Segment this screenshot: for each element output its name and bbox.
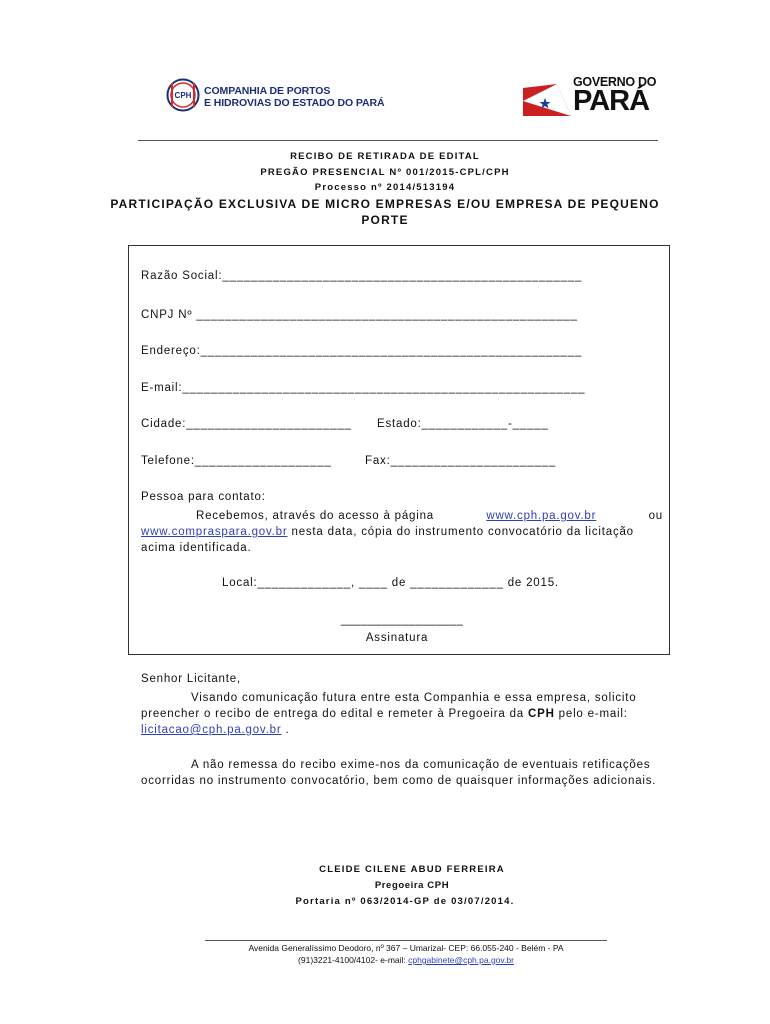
main-title-line1: PARTICIPAÇÃO EXCLUSIVA DE MICRO EMPRESAS E/OU EMPRESA DE PEQUENO [110, 197, 660, 211]
cnpj-field[interactable]: CNPJ Nº _____________________________________________________ [141, 309, 578, 321]
footer-email-link[interactable]: cphgabinete@cph.pa.gov.br [408, 955, 514, 965]
main-title [0, 196, 770, 228]
doc-title-processo: Processo nº 2014/513194 [314, 182, 456, 193]
local-data-field[interactable]: Local:_____________, ____ de _____________ de 2015. [222, 577, 559, 589]
recebemos-ou: ou [648, 510, 663, 522]
notice-p1-line2-start: preencher o recibo de entrega do edital e remeter à Pregoeira da [141, 708, 528, 720]
estado-field[interactable]: Estado:____________-_____ [377, 418, 549, 430]
footer-contact [0, 954, 770, 966]
notice-p1-line2 [141, 706, 669, 722]
cph-logo [166, 76, 385, 116]
endereco-field[interactable]: Endereço:_____________________________________________________ [141, 345, 582, 357]
recebemos-paragraph [141, 508, 663, 556]
assinatura-label: Assinatura [365, 632, 429, 644]
main-title-line2: PORTE [361, 213, 409, 227]
notice-p1-line3 [141, 722, 669, 738]
pessoa-contato-field[interactable]: Pessoa para contato: [141, 491, 266, 503]
link-compraspara-site[interactable]: www.compraspara.gov.br [141, 526, 288, 538]
receipt-form-box [128, 245, 670, 655]
cph-seal-icon [166, 78, 200, 112]
notice-p2-line2: ocorridas no instrumento convocatório, bem como de quaisquer informações adicionais. [141, 775, 657, 787]
telefone-field[interactable]: Telefone:___________________ [141, 455, 332, 467]
notice-p1-line2-end: pelo e-mail: [554, 708, 628, 720]
email-field[interactable]: E-mail:________________________________________________________ [141, 382, 586, 394]
cph-seal-text: CPH [174, 91, 192, 100]
razao-social-field[interactable]: Razão Social:__________________________________________________ [141, 270, 583, 282]
recebemos-start: Recebemos, através do acesso à página [196, 510, 435, 522]
doc-title-pregao: PREGÃO PRESENCIAL Nº 001/2015-CPL/CPH [260, 167, 510, 178]
notice-paragraph-2 [141, 757, 669, 789]
notice-paragraph-1 [141, 690, 669, 738]
licitacao-email-link[interactable]: licitacao@cph.pa.gov.br [141, 724, 282, 736]
recebemos-line2 [141, 524, 663, 540]
recebemos-mid: nesta data, cópia do instrumento convocatório da licitação [287, 526, 634, 538]
doc-title-recibo: RECIBO DE RETIRADA DE EDITAL [290, 151, 480, 162]
fax-field[interactable]: Fax:_______________________ [365, 455, 557, 467]
recebemos-line1 [141, 508, 663, 524]
greeting: Senhor Licitante, [141, 673, 241, 685]
cph-name-line1: COMPANHIA DE PORTOS [204, 85, 331, 97]
notice-p1-line1: Visando comunicação futura entre esta Companhia e essa empresa, solicito [191, 692, 637, 704]
notice-p2-line1: A não remessa do recibo exime-nos da comunicação de eventuais retificações [191, 759, 651, 771]
gov-line2: PARÁ [573, 85, 650, 117]
signer-role: Pregoeira CPH [374, 880, 450, 891]
gov-line1: GOVERNO DO [573, 75, 657, 89]
governo-do-para-logo [521, 74, 657, 118]
footer-divider [205, 940, 607, 941]
cph-name-line2: E HIDROVIAS DO ESTADO DO PARÁ [204, 97, 385, 109]
header-divider [138, 140, 658, 141]
signature-line[interactable]: __________________ [340, 614, 464, 626]
footer-phone: (91)3221-4100/4102- e-mail: [298, 955, 409, 965]
signer-name: CLEIDE CILENE ABUD FERREIRA [319, 864, 505, 875]
notice-p1-dot: . [281, 724, 290, 736]
cidade-field[interactable]: Cidade:_______________________ [141, 418, 352, 430]
footer-address: Avenida Generalíssimo Deodoro, nº 367 – Umarizal- CEP: 66.055-240 - Belém - PA [248, 943, 564, 953]
notice-p1-cph: CPH [528, 708, 555, 720]
signer-portaria: Portaria nº 063/2014-GP de 03/07/2014. [295, 896, 515, 907]
para-flag-icon [523, 84, 571, 116]
cph-company-name [204, 85, 384, 109]
link-cph-site[interactable]: www.cph.pa.gov.br [486, 510, 597, 522]
recebemos-line3: acima identificada. [141, 542, 252, 554]
